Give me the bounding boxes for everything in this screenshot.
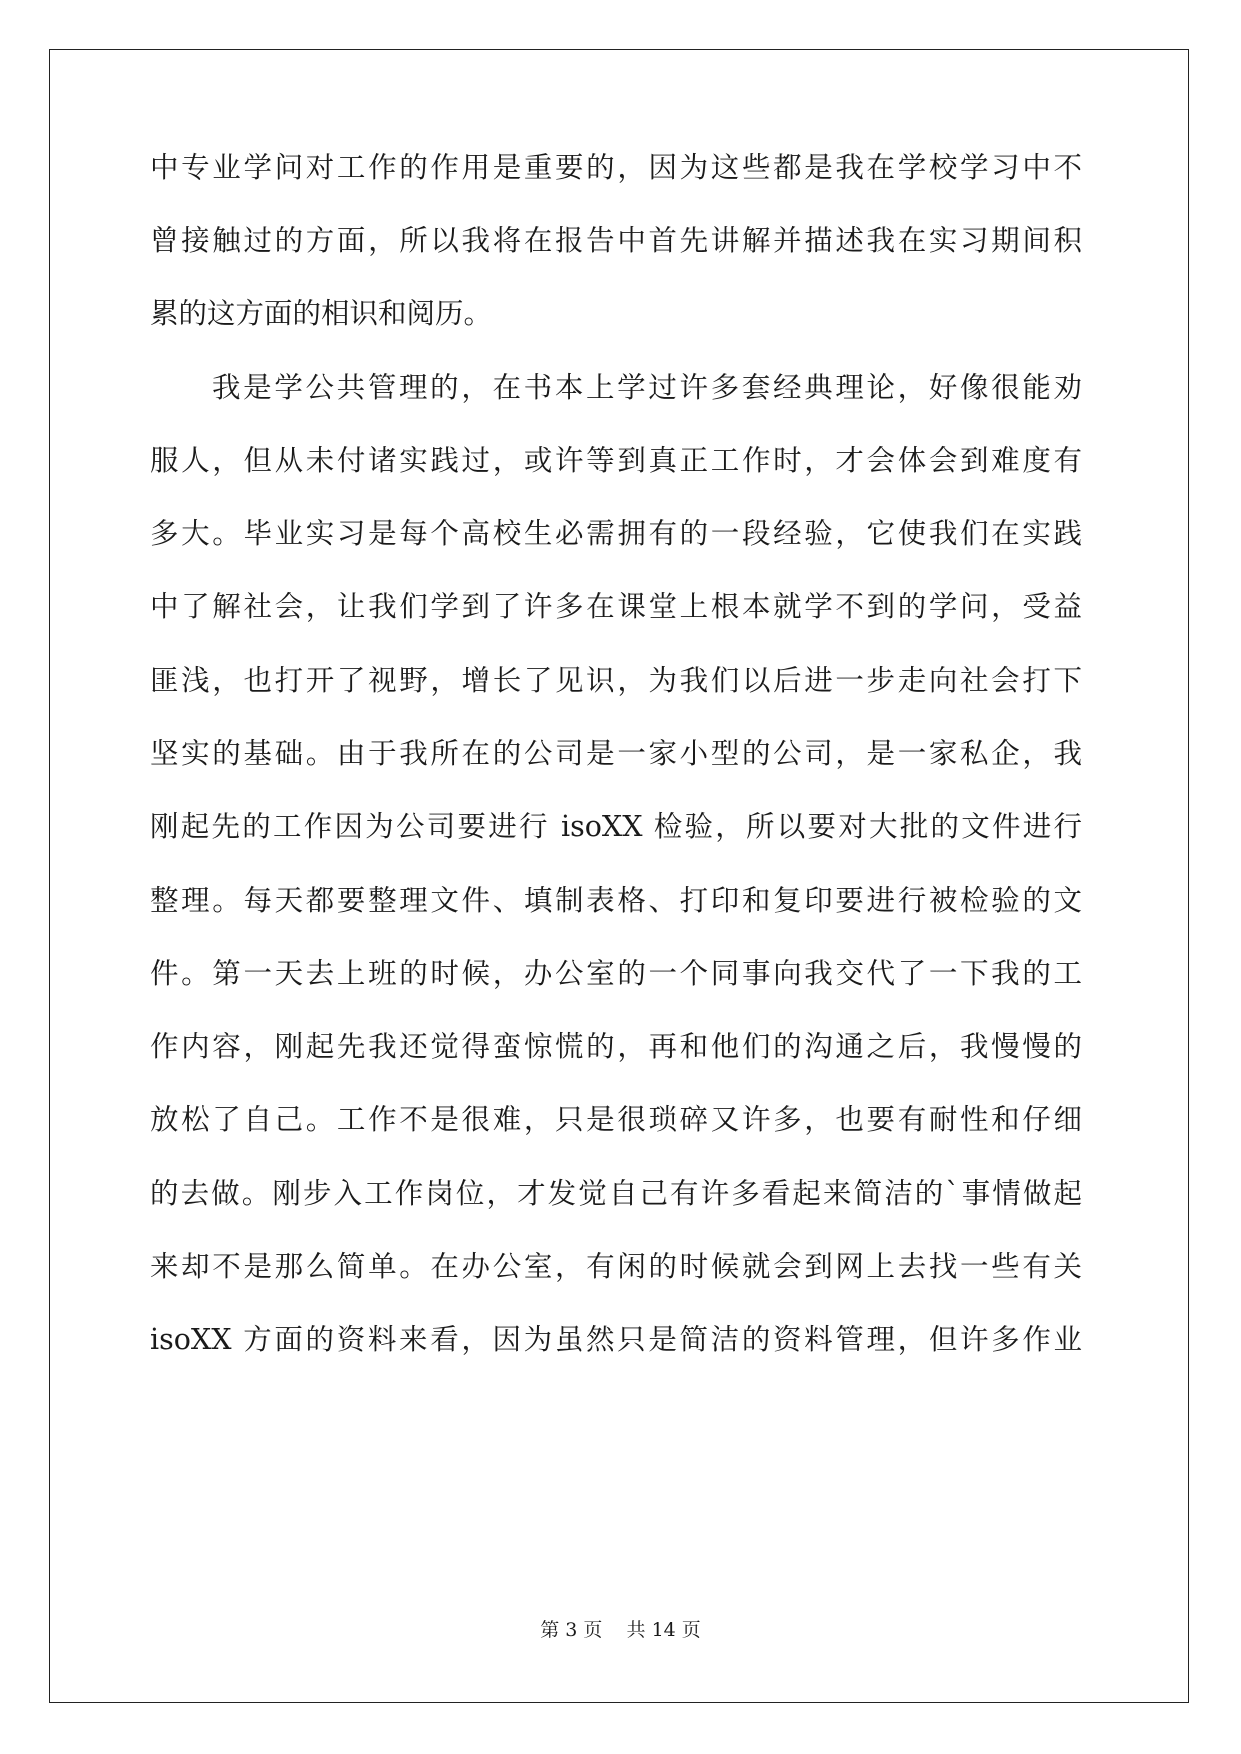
body-text-line: 放松了自己。工作不是很难，只是很琐碎又许多，也要有耐性和仔细 (150, 1103, 1082, 1136)
body-text-line: 整理。每天都要整理文件、填制表格、打印和复印要进行被检验的文 (150, 884, 1082, 917)
body-text-line: 来却不是那么简单。在办公室，有闲的时候就会到网上去找一些有关 (150, 1250, 1082, 1283)
paragraph-first-line: 我是学公共管理的，在书本上学过许多套经典理论，好像很能劝 (212, 371, 1082, 404)
body-text-line: 中专业学问对工作的作用是重要的，因为这些都是我在学校学习中不 (150, 151, 1082, 184)
body-text-line: 多大。毕业实习是每个高校生必需拥有的一段经验，它使我们在实践 (150, 517, 1082, 550)
body-text-line: 件。第一天去上班的时候，办公室的一个同事向我交代了一下我的工 (150, 957, 1082, 990)
body-text-line: 刚起先的工作因为公司要进行 isoXX 检验，所以要对大批的文件进行 (150, 810, 1082, 843)
body-text-line: 累的这方面的相识和阅历。 (150, 297, 493, 330)
body-text-line: 中了解社会，让我们学到了许多在课堂上根本就学不到的学问，受益 (150, 590, 1082, 623)
body-text-line: 匪浅，也打开了视野，增长了见识，为我们以后进一步走向社会打下 (150, 664, 1082, 697)
body-text-line: 服人，但从未付诸实践过，或许等到真正工作时，才会体会到难度有 (150, 444, 1082, 477)
body-text-line: 的去做。刚步入工作岗位，才发觉自己有许多看起来简洁的`事情做起 (150, 1177, 1082, 1210)
body-text-line: 坚实的基础。由于我所在的公司是一家小型的公司，是一家私企，我 (150, 737, 1082, 770)
body-text-line: isoXX 方面的资料来看，因为虽然只是简洁的资料管理，但许多作业 (150, 1323, 1082, 1356)
page-number-footer: 第 3 页 共 14 页 (540, 1619, 701, 1641)
body-text-line: 曾接触过的方面，所以我将在报告中首先讲解并描述我在实习期间积 (150, 224, 1082, 257)
body-text-line: 作内容，刚起先我还觉得蛮惊慌的，再和他们的沟通之后，我慢慢的 (150, 1030, 1082, 1063)
